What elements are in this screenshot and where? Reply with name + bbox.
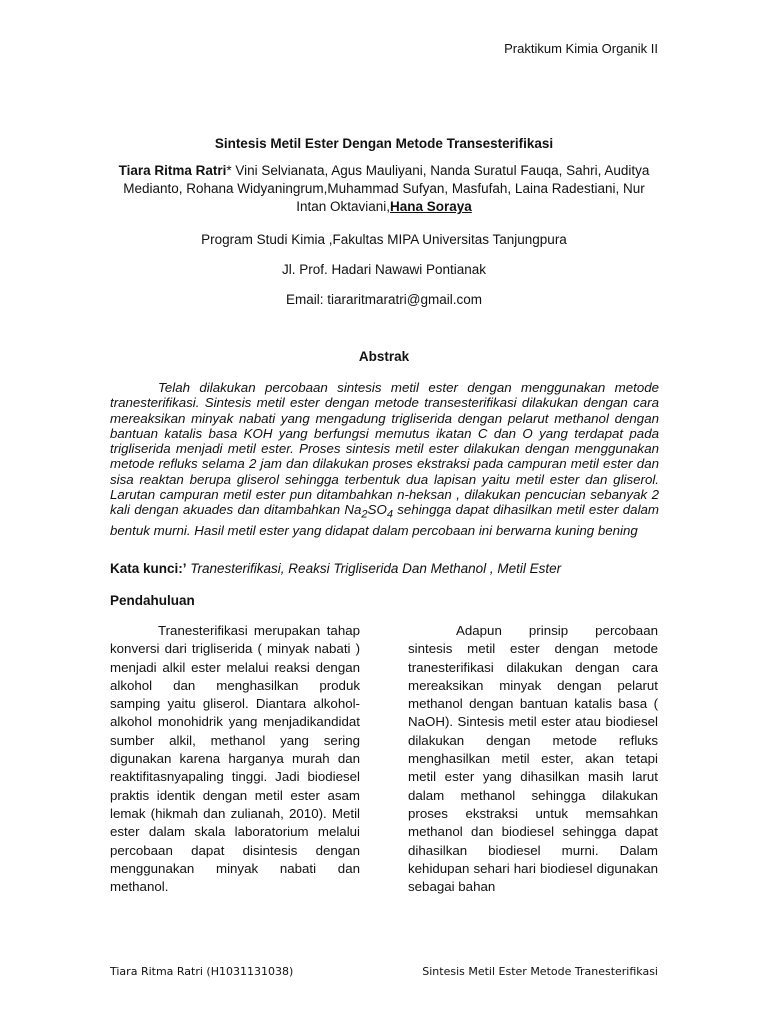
lead-author: Tiara Ritma Ratri xyxy=(118,163,227,178)
abstract-text-part2: SO xyxy=(367,502,387,518)
keywords-value: Tranesterifikasi, Reaksi Trigliserida Dan Methanol , Metil Ester xyxy=(186,561,562,576)
footer-title: Sintesis Metil Ester Metode Tranesterifikasi xyxy=(422,965,658,978)
subscript-4: 4 xyxy=(386,509,393,522)
address: Jl. Prof. Hadari Nawawi Pontianak xyxy=(281,262,487,277)
footer-author: Tiara Ritma Ratri (H1031131038) xyxy=(110,965,294,978)
abstract-text-part1: Telah dilakukan percobaan sintesis metil ester dengan menggunakan metode tranesterifikasi. Sintesis metil ester dengan metode transesterifikasi dilakukan dengan cara mereaksikan minyak nabati yang mengadung trigliserida dengan pelarut methanol dengan bantuan katalis basa KOH yang berfungsi memutus ikatan C dan O yang terdapat pada trigliserida menjadi metil ester. Proses sintesis metil ester dilakukan dengan menggunakan metode refluks selama 2 jam dan dilakukan proses ekstraksi pada campuran metil ester dan sisa reaktan berupa gliserol sehingga terbentuk dua lapisan yaitu metil ester dan gliserol. Larutan campuran metil ester pun ditambahkan n-heksan , dilakukan pencucian sebanyak 2 kali dengan akuades dan ditambahkan Na xyxy=(110,380,659,518)
paper-title: Sintesis Metil Ester Dengan Metode Transesterifikasi xyxy=(214,136,554,151)
intro-column-right: Adapun prinsip percobaan sintesis metil ester dengan metode tranesterifikasi dilakukan dengan cara mereaksikan minyak dengan pelarut methanol dengan bantuan katalis basa ( NaOH). Sintesis metil ester atau biodiesel dilakukan dengan metode refluks menghasilkan metil ester, akan tetapi metil ester yang dihasilkan masih larut dalam methanol sehingga dilakukan proses ekstraksi untuk memsahkan methanol dan biodiesel sehingga dapat dihasilkan biodiesel murni. Dalam kehidupan sehari hari biodiesel digunakan sebagai bahan xyxy=(408,623,658,895)
keywords-label: Kata kunci:’ xyxy=(110,561,187,576)
keywords xyxy=(110,561,659,576)
abstract-text-part3: sehingga dapat dihasilkan metil ester dalam bentuk murni. Hasil metil ester yang didapat dalam percobaan ini berwarna kuning bening xyxy=(110,502,660,539)
subscript-2: 2 xyxy=(361,509,368,522)
corresponding-marker: * xyxy=(226,163,232,178)
affiliation: Program Studi Kimia ,Fakultas MIPA Universitas Tanjungpura xyxy=(201,232,567,247)
section-heading-intro: Pendahuluan xyxy=(110,593,195,608)
running-header: Praktikum Kimia Organik II xyxy=(504,41,658,56)
intro-column-left: Tranesterifikasi merupakan tahap konversi dari trigliserida ( minyak nabati ) menjadi alkil ester melalui reaksi dengan alkohol dan menghasilkan produk samping yaitu gliserol. Diantara alkohol-alkohol monohidrik yang menjadikandidat sumber alkil, methanol yang sering digunakan karena harganya murah dan reaktifitasnyapaling tinggi. Jadi biodiesel praktis identik dengan metil ester asam lemak (hikmah dan zulianah, 2010). Metil ester dalam skala laboratorium melalui percobaan dapat disintesis dengan menggunakan minyak nabati dan methanol. xyxy=(110,623,360,895)
abstract-text xyxy=(110,380,659,539)
supervisor-author: Hana Soraya xyxy=(390,199,472,214)
abstract-heading: Abstrak xyxy=(358,349,410,364)
email: Email: tiararitmaratri@gmail.com xyxy=(286,292,482,307)
author-list xyxy=(108,162,660,216)
co-authors: Vini Selvianata, Agus Mauliyani, Nanda Suratul Fauqa, Sahri, Auditya Medianto, Rohana Widyaningrum,Muhammad Sufyan, Masfufah, Laina Radestiani, Nur Intan Oktaviani, xyxy=(123,163,650,214)
